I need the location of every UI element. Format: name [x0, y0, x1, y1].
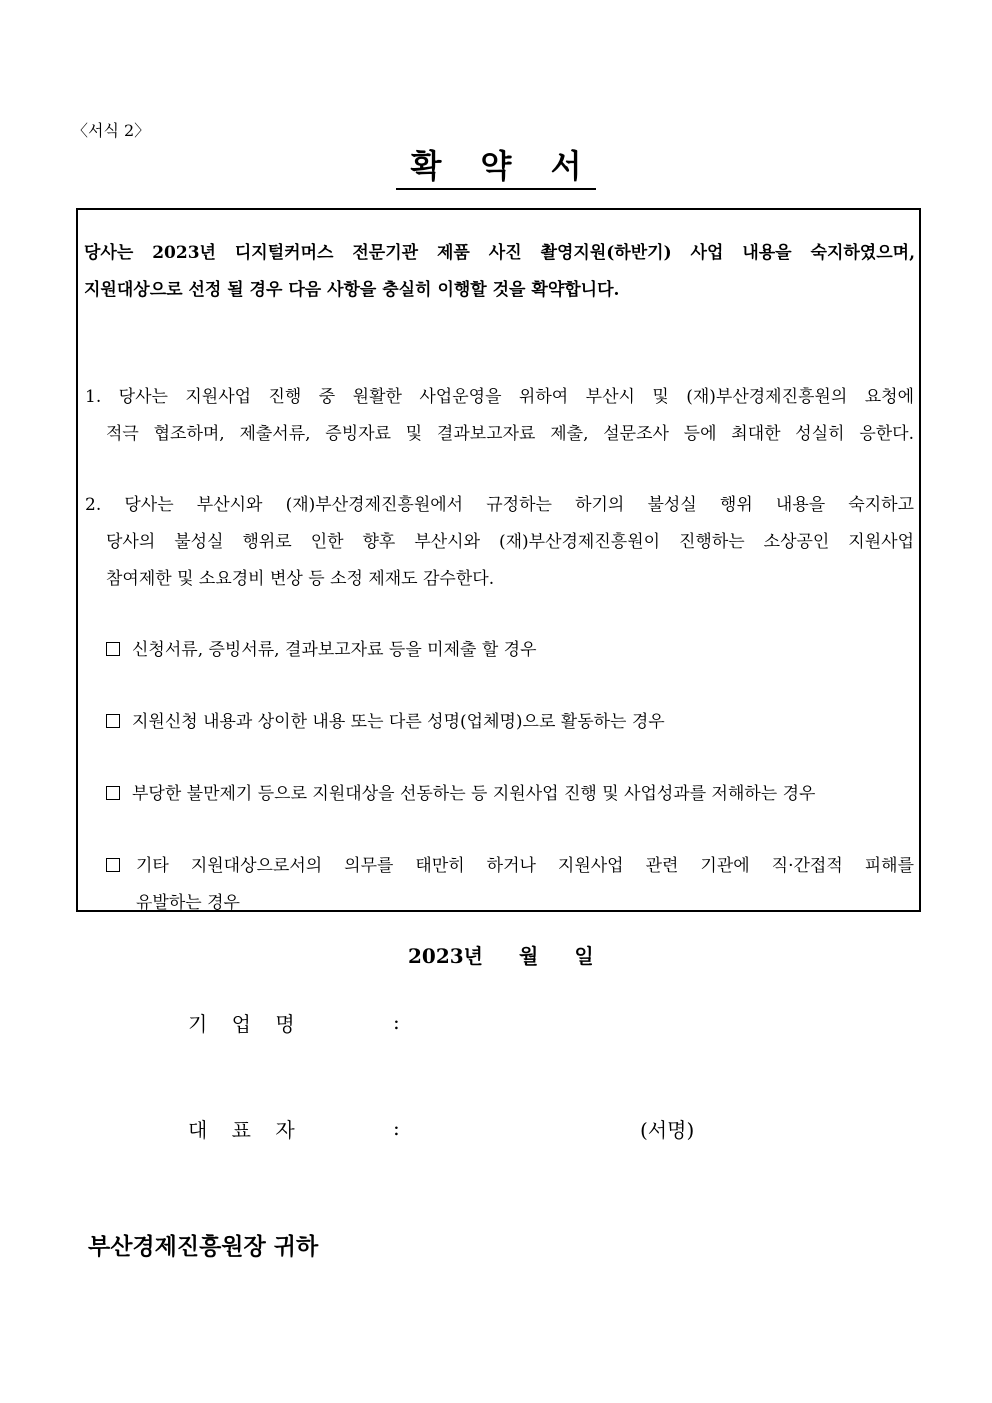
intro-line-2: 지원대상으로 선정 될 경우 다음 사항을 충실히 이행할 것을 확약합니다. — [84, 280, 620, 300]
document-title: 확 약 서 — [396, 146, 595, 190]
checklist-item-4 — [106, 847, 914, 885]
checkbox-icon[interactable] — [106, 642, 120, 656]
pledge-box — [76, 208, 921, 912]
date-month: 월 — [518, 944, 539, 968]
representative-colon: : — [393, 1116, 400, 1140]
checkbox-icon[interactable] — [106, 714, 120, 728]
item-2-line-2: 당사의 불성실 행위로 인한 향후 부산시와 (재)부산경제진흥원이 진행하는 소상공인 지원사업 — [106, 532, 914, 552]
checklist-text: 신청서류, 증빙서류, 결과보고자료 등을 미제출 할 경우 — [132, 640, 537, 660]
checklist-item-1 — [106, 631, 537, 669]
checkbox-icon[interactable] — [106, 786, 120, 800]
date-line — [408, 940, 594, 969]
checklist-item-4-cont: 유발하는 경우 — [136, 893, 240, 913]
item-2-line-3: 참여제한 및 소요경비 변상 등 소정 제재도 감수한다. — [106, 569, 495, 589]
recipient: 부산경제진흥원장 귀하 — [88, 1234, 319, 1260]
checklist-item-3 — [106, 775, 815, 813]
item-1-line-1: 1. 당사는 지원사업 진행 중 원활한 사업운영을 위하여 부산시 및 (재)부산경제진흥원의 요청에 — [85, 387, 914, 407]
checklist-text: 기타 지원대상으로서의 의무를 태만히 하거나 지원사업 관련 기관에 직·간접적 피해를 — [136, 856, 914, 876]
company-name-label: 기 업 명 — [188, 1012, 304, 1036]
checkbox-icon[interactable] — [106, 858, 120, 872]
intro-line-1: 당사는 2023년 디지털커머스 전문기관 제품 사진 촬영지원(하반기) 사업 내용을 숙지하였으며, — [84, 243, 915, 263]
checklist-item-2 — [106, 703, 665, 741]
representative-label: 대 표 자 — [188, 1118, 304, 1142]
item-1-line-2: 적극 협조하며, 제출서류, 증빙자료 및 결과보고자료 제출, 설문조사 등에 최대한 성실히 응한다. — [106, 424, 914, 444]
item-2-line-1: 2. 당사는 부산시와 (재)부산경제진흥원에서 규정하는 하기의 불성실 행위 내용을 숙지하고 — [85, 495, 914, 515]
company-name-colon: : — [393, 1010, 400, 1034]
date-day: 일 — [574, 944, 594, 968]
document-title-wrap — [0, 146, 992, 190]
date-year: 2023년 — [408, 944, 483, 968]
checklist-text: 지원신청 내용과 상이한 내용 또는 다른 성명(업체명)으로 활동하는 경우 — [132, 712, 665, 732]
form-label: 〈서식 2〉 — [72, 121, 151, 140]
signature-label: (서명) — [640, 1118, 695, 1142]
checklist-text: 부당한 불만제기 등으로 지원대상을 선동하는 등 지원사업 진행 및 사업성과를 저해하는 경우 — [132, 784, 816, 804]
